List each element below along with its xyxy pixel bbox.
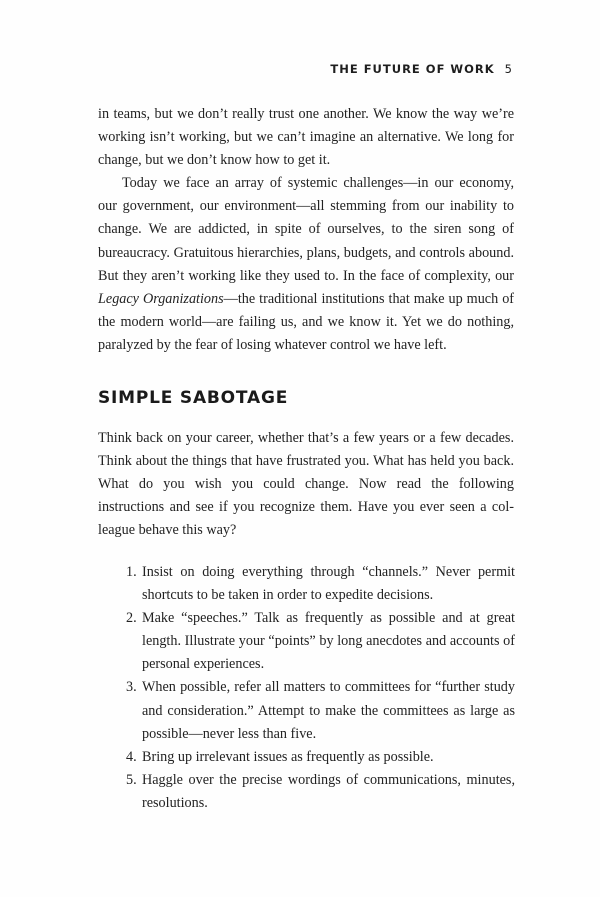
section-heading: SIMPLE SABOTAGE: [98, 388, 289, 408]
running-header: [330, 62, 512, 76]
intro-paragraph-1: in teams, but we don’t really trust one another. We know the way we’re working isn’t working, but we can’t imagine an alternative. We long for change, but we don’t know how to get it.: [98, 106, 514, 169]
page-number: 5: [504, 62, 512, 76]
list-item-text: Bring up irrelevant issues as frequently as possible.: [142, 748, 434, 765]
list-item-number: 1.: [126, 564, 137, 580]
list-item-text: Make “speeches.” Talk as frequently as possible and at great length. Illustrate your “points” by long anecdotes and accounts of personal experiences.: [142, 610, 515, 673]
list-item-text: When possible, refer all matters to committees for “further study and consideration.” Attempt to make the committees as large as possible—never less than five.: [142, 679, 515, 742]
list-item-number: 4.: [126, 748, 137, 765]
list-item-number: 2.: [126, 610, 137, 627]
legacy-organizations-term: Legacy Organizations: [98, 290, 224, 307]
section-paragraph: Think back on your career, whether that’s a few years or a few decades. Think about the things that have frustrated you. What has held you back. What do you wish you could change. Now read the following instructions and see if you recognize them. Have you ever seen a colleague behave this way?: [98, 430, 514, 539]
sabotage-list: [126, 561, 515, 815]
section-text: [98, 427, 514, 542]
list-item: [126, 746, 515, 769]
list-item-number: 5.: [126, 771, 137, 788]
list-item-number: 3.: [126, 679, 137, 696]
intro-paragraph-2: [98, 172, 514, 357]
intro-text: [98, 103, 514, 357]
list-item-text: Insist on doing everything through “channels.” Never permit shortcuts to be taken in order to expedite decisions.: [142, 564, 515, 604]
list-item: [126, 561, 515, 607]
running-title: THE FUTURE OF WORK: [330, 62, 495, 76]
list-item: [126, 769, 515, 815]
intro-paragraph-2-end: —the traditional institutions that make up much of the modern world—are failing us, and we know it. Yet we do nothing, paralyzed by the fear of losing whatever control we have left.: [98, 290, 515, 353]
list-item-text: Haggle over the precise wordings of communications, minutes, resolutions.: [142, 771, 515, 811]
list-item: [126, 676, 515, 745]
intro-paragraph-2-start: Today we face an array of systemic challenges—in our economy, our government, our environment—all stemming from our inability to change. We are addicted, in spite of ourselves, to the siren song of bureaucracy. Gratuitous hierarchies, plans, budgets, and controls abound. But they aren’t working like they used to. In the face of complexity, our: [98, 175, 514, 284]
list-item: [126, 607, 515, 676]
